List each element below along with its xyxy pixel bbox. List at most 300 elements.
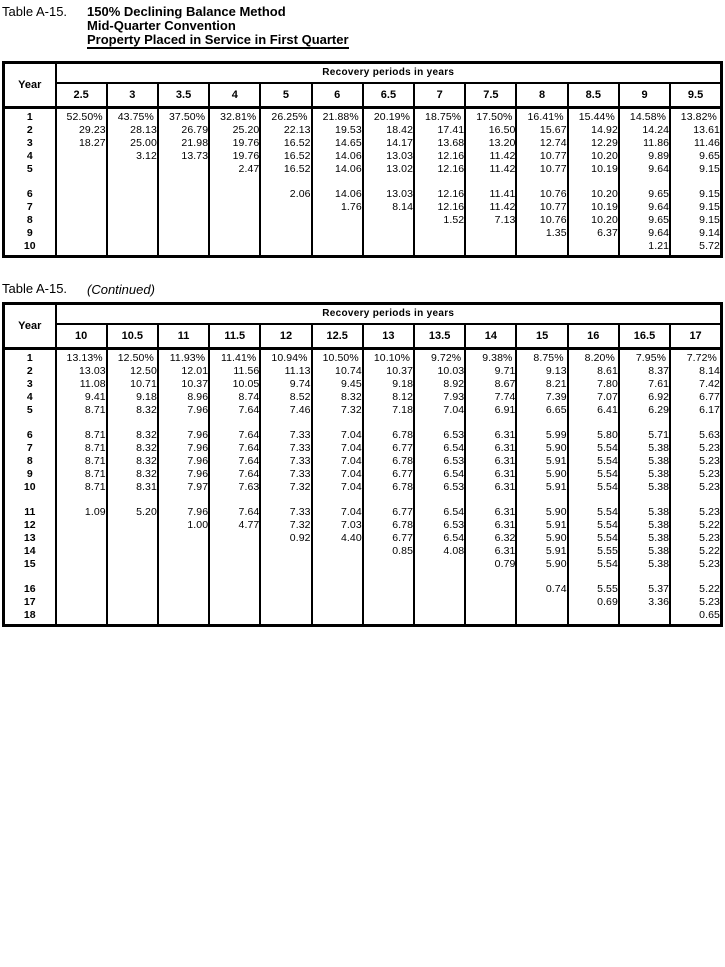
value-cell: 12.50% <box>107 352 158 365</box>
value-cell <box>158 188 209 201</box>
value-cell <box>465 494 516 506</box>
table-row <box>4 609 722 622</box>
value-cell <box>107 494 158 506</box>
period-column-header: 9.5 <box>670 83 721 108</box>
value-cell: 9.45 <box>312 378 363 391</box>
value-cell <box>363 227 414 240</box>
value-cell: 6.31 <box>465 429 516 442</box>
value-cell: 6.78 <box>363 519 414 532</box>
value-cell: 5.54 <box>568 519 619 532</box>
value-cell <box>158 583 209 596</box>
table-row <box>4 214 722 227</box>
value-cell: 9.65 <box>670 150 721 163</box>
value-cell: 5.38 <box>619 506 670 519</box>
value-cell: 12.50 <box>107 365 158 378</box>
value-cell: 5.23 <box>670 468 721 481</box>
value-cell: 8.12 <box>363 391 414 404</box>
value-cell <box>465 622 516 626</box>
value-cell: 7.07 <box>568 391 619 404</box>
period-column-header: 11 <box>158 324 209 349</box>
period-column-header: 8 <box>516 83 567 108</box>
value-cell: 5.90 <box>516 442 567 455</box>
value-cell <box>209 188 260 201</box>
value-cell: 7.33 <box>260 442 311 455</box>
value-cell: 5.71 <box>619 429 670 442</box>
value-cell: 7.32 <box>260 519 311 532</box>
value-cell: 6.41 <box>568 404 619 417</box>
value-cell: 26.79 <box>158 124 209 137</box>
period-column-header: 11.5 <box>209 324 260 349</box>
value-cell <box>414 596 465 609</box>
value-cell <box>209 176 260 188</box>
title-line-3: Property Placed in Service in First Quarter <box>87 32 349 47</box>
period-column-header: 6 <box>312 83 363 108</box>
value-cell: 6.37 <box>568 227 619 240</box>
value-cell <box>158 227 209 240</box>
period-column-header: 10 <box>56 324 107 349</box>
value-cell <box>107 596 158 609</box>
value-cell: 5.38 <box>619 468 670 481</box>
value-cell: 5.23 <box>670 506 721 519</box>
value-cell: 7.64 <box>209 455 260 468</box>
value-cell: 7.32 <box>260 481 311 494</box>
value-cell: 6.77 <box>363 442 414 455</box>
value-cell: 5.54 <box>568 558 619 571</box>
value-cell: 10.74 <box>312 365 363 378</box>
value-cell: 5.54 <box>568 532 619 545</box>
value-cell <box>107 545 158 558</box>
value-cell <box>363 176 414 188</box>
table-row <box>4 532 722 545</box>
value-cell: 11.93% <box>158 352 209 365</box>
period-column-header: 12.5 <box>312 324 363 349</box>
title-line-1: 150% Declining Balance Method <box>87 4 286 19</box>
value-cell: 5.22 <box>670 519 721 532</box>
value-cell: 13.68 <box>414 137 465 150</box>
value-cell <box>209 545 260 558</box>
value-cell: 8.71 <box>56 429 107 442</box>
value-cell: 5.91 <box>516 545 567 558</box>
value-cell <box>158 214 209 227</box>
value-cell: 0.65 <box>670 609 721 622</box>
value-cell <box>619 417 670 429</box>
value-cell: 10.20 <box>568 150 619 163</box>
value-cell <box>568 571 619 583</box>
value-cell <box>363 253 414 257</box>
value-cell: 5.90 <box>516 532 567 545</box>
value-cell: 5.20 <box>107 506 158 519</box>
table-row <box>4 455 722 468</box>
value-cell: 1.76 <box>312 201 363 214</box>
value-cell: 6.54 <box>414 468 465 481</box>
value-cell: 7.42 <box>670 378 721 391</box>
value-cell: 10.71 <box>107 378 158 391</box>
value-cell: 8.75% <box>516 352 567 365</box>
value-cell <box>312 253 363 257</box>
value-cell: 6.92 <box>619 391 670 404</box>
value-cell: 1.52 <box>414 214 465 227</box>
value-cell: 5.91 <box>516 455 567 468</box>
year-cell: 14 <box>4 545 56 558</box>
value-cell: 13.20 <box>465 137 516 150</box>
value-cell: 6.29 <box>619 404 670 417</box>
value-cell: 16.52 <box>260 150 311 163</box>
value-cell: 9.13 <box>516 365 567 378</box>
value-cell: 2.06 <box>260 188 311 201</box>
value-cell: 9.41 <box>56 391 107 404</box>
period-column-header: 7 <box>414 83 465 108</box>
value-cell: 6.53 <box>414 481 465 494</box>
value-cell: 7.93 <box>414 391 465 404</box>
value-cell: 10.19 <box>568 163 619 176</box>
value-cell <box>158 253 209 257</box>
value-cell: 5.38 <box>619 545 670 558</box>
value-cell <box>260 571 311 583</box>
value-cell: 6.91 <box>465 404 516 417</box>
year-cell: 12 <box>4 519 56 532</box>
value-cell <box>107 583 158 596</box>
value-cell: 14.17 <box>363 137 414 150</box>
table-row <box>4 163 722 176</box>
value-cell <box>158 532 209 545</box>
value-cell: 6.77 <box>363 468 414 481</box>
value-cell: 6.54 <box>414 442 465 455</box>
value-cell <box>260 609 311 622</box>
year-cell: 10 <box>4 481 56 494</box>
value-cell: 19.76 <box>209 150 260 163</box>
value-cell: 0.85 <box>363 545 414 558</box>
value-cell: 5.90 <box>516 468 567 481</box>
table-row <box>4 545 722 558</box>
value-cell: 29.23 <box>56 124 107 137</box>
value-cell: 8.71 <box>56 404 107 417</box>
value-cell <box>260 240 311 253</box>
year-cell: 9 <box>4 227 56 240</box>
value-cell: 10.37 <box>363 365 414 378</box>
year-cell: 5 <box>4 163 56 176</box>
value-cell <box>312 583 363 596</box>
value-cell: 5.54 <box>568 455 619 468</box>
value-cell: 6.78 <box>363 429 414 442</box>
year-cell: 18 <box>4 609 56 622</box>
value-cell <box>158 240 209 253</box>
value-cell: 5.80 <box>568 429 619 442</box>
year-cell: 16 <box>4 583 56 596</box>
value-cell: 9.65 <box>619 188 670 201</box>
value-cell <box>260 176 311 188</box>
value-cell <box>107 609 158 622</box>
value-cell: 16.41% <box>516 111 567 124</box>
value-cell: 4.77 <box>209 519 260 532</box>
value-cell <box>619 176 670 188</box>
value-cell: 5.90 <box>516 558 567 571</box>
value-cell <box>260 622 311 626</box>
value-cell: 9.38% <box>465 352 516 365</box>
value-cell: 4.08 <box>414 545 465 558</box>
period-column-header: 5 <box>260 83 311 108</box>
value-cell: 5.90 <box>516 506 567 519</box>
value-cell: 8.32 <box>107 429 158 442</box>
value-cell <box>260 253 311 257</box>
year-cell: 2 <box>4 124 56 137</box>
value-cell <box>414 558 465 571</box>
value-cell: 14.06 <box>312 163 363 176</box>
value-cell <box>209 240 260 253</box>
value-cell <box>209 571 260 583</box>
value-cell: 11.56 <box>209 365 260 378</box>
value-cell: 16.52 <box>260 163 311 176</box>
table-row <box>4 404 722 417</box>
value-cell: 12.16 <box>414 188 465 201</box>
value-cell: 6.77 <box>363 506 414 519</box>
value-cell: 22.13 <box>260 124 311 137</box>
value-cell: 6.78 <box>363 455 414 468</box>
value-cell: 8.71 <box>56 468 107 481</box>
value-cell <box>568 494 619 506</box>
table-row <box>4 378 722 391</box>
value-cell <box>312 609 363 622</box>
value-cell <box>363 214 414 227</box>
value-cell <box>363 494 414 506</box>
value-cell <box>209 532 260 545</box>
value-cell: 5.55 <box>568 545 619 558</box>
value-cell: 14.24 <box>619 124 670 137</box>
value-cell <box>312 545 363 558</box>
value-cell: 52.50% <box>56 111 107 124</box>
year-cell: 2 <box>4 365 56 378</box>
continued-suffix: (Continued) <box>87 282 155 297</box>
continued-title <box>2 282 723 297</box>
value-cell <box>670 571 721 583</box>
year-cell: 6 <box>4 429 56 442</box>
value-cell: 5.72 <box>670 240 721 253</box>
value-cell <box>363 240 414 253</box>
value-cell: 13.02 <box>363 163 414 176</box>
value-cell: 6.31 <box>465 442 516 455</box>
value-cell: 10.03 <box>414 365 465 378</box>
value-cell: 7.64 <box>209 429 260 442</box>
value-cell: 9.71 <box>465 365 516 378</box>
period-column-header: 3.5 <box>158 83 209 108</box>
value-cell <box>209 214 260 227</box>
value-cell: 1.09 <box>56 506 107 519</box>
value-cell: 8.32 <box>107 468 158 481</box>
value-cell: 8.61 <box>568 365 619 378</box>
table-row <box>4 468 722 481</box>
value-cell: 2.47 <box>209 163 260 176</box>
value-cell <box>56 532 107 545</box>
period-column-header: 16.5 <box>619 324 670 349</box>
value-cell: 11.46 <box>670 137 721 150</box>
value-cell: 8.32 <box>107 455 158 468</box>
value-cell: 6.77 <box>363 532 414 545</box>
table-row <box>4 596 722 609</box>
value-cell: 5.38 <box>619 455 670 468</box>
year-cell: 4 <box>4 150 56 163</box>
value-cell: 9.14 <box>670 227 721 240</box>
value-cell: 6.31 <box>465 506 516 519</box>
value-cell: 7.72% <box>670 352 721 365</box>
year-column-header: Year <box>4 63 56 108</box>
table-label: Table A-15. <box>2 4 68 19</box>
value-cell <box>465 571 516 583</box>
value-cell <box>363 583 414 596</box>
value-cell <box>363 417 414 429</box>
value-cell <box>670 622 721 626</box>
value-cell: 5.23 <box>670 596 721 609</box>
value-cell: 8.14 <box>363 201 414 214</box>
value-cell <box>56 558 107 571</box>
value-cell <box>619 609 670 622</box>
value-cell <box>158 201 209 214</box>
value-cell: 9.89 <box>619 150 670 163</box>
value-cell <box>363 609 414 622</box>
period-column-header: 17 <box>670 324 721 349</box>
value-cell: 10.77 <box>516 163 567 176</box>
value-cell: 7.13 <box>465 214 516 227</box>
value-cell: 9.15 <box>670 201 721 214</box>
value-cell: 10.20 <box>568 188 619 201</box>
value-cell: 7.74 <box>465 391 516 404</box>
value-cell <box>619 494 670 506</box>
value-cell: 18.75% <box>414 111 465 124</box>
value-cell <box>107 214 158 227</box>
value-cell: 6.32 <box>465 532 516 545</box>
value-cell <box>312 240 363 253</box>
value-cell: 14.06 <box>312 150 363 163</box>
value-cell <box>56 545 107 558</box>
value-cell: 5.37 <box>619 583 670 596</box>
period-column-header: 8.5 <box>568 83 619 108</box>
value-cell <box>312 494 363 506</box>
value-cell <box>516 494 567 506</box>
value-cell: 7.33 <box>260 468 311 481</box>
depreciation-table-continued <box>2 302 723 627</box>
value-cell: 11.42 <box>465 163 516 176</box>
value-cell: 26.25% <box>260 111 311 124</box>
period-column-header: 14 <box>465 324 516 349</box>
value-cell <box>260 214 311 227</box>
value-cell: 0.74 <box>516 583 567 596</box>
value-cell <box>414 494 465 506</box>
value-cell <box>209 583 260 596</box>
value-cell <box>414 253 465 257</box>
value-cell: 8.32 <box>107 442 158 455</box>
value-cell: 20.19% <box>363 111 414 124</box>
value-cell: 19.76 <box>209 137 260 150</box>
value-cell: 13.82% <box>670 111 721 124</box>
year-cell: 8 <box>4 214 56 227</box>
period-column-header: 15 <box>516 324 567 349</box>
value-cell: 7.03 <box>312 519 363 532</box>
period-column-header: 3 <box>107 83 158 108</box>
year-cell: 5 <box>4 404 56 417</box>
value-cell: 3.12 <box>107 150 158 163</box>
value-cell: 7.39 <box>516 391 567 404</box>
value-cell: 8.14 <box>670 365 721 378</box>
value-cell <box>107 201 158 214</box>
value-cell: 16.52 <box>260 137 311 150</box>
value-cell <box>209 417 260 429</box>
value-cell: 7.96 <box>158 455 209 468</box>
value-cell <box>312 227 363 240</box>
value-cell: 0.92 <box>260 532 311 545</box>
value-cell <box>516 240 567 253</box>
value-cell: 11.41 <box>465 188 516 201</box>
value-cell: 11.41% <box>209 352 260 365</box>
value-cell <box>619 622 670 626</box>
recovery-periods-header: Recovery periods in years <box>56 63 722 83</box>
value-cell <box>312 417 363 429</box>
table-row <box>4 481 722 494</box>
period-column-header: 13.5 <box>414 324 465 349</box>
table-row <box>4 558 722 571</box>
value-cell <box>414 240 465 253</box>
value-cell: 5.63 <box>670 429 721 442</box>
value-cell <box>465 176 516 188</box>
value-cell: 9.74 <box>260 378 311 391</box>
value-cell: 10.76 <box>516 214 567 227</box>
table-row <box>4 137 722 150</box>
value-cell <box>516 596 567 609</box>
period-column-header: 9 <box>619 83 670 108</box>
value-cell <box>568 253 619 257</box>
year-cell: 7 <box>4 201 56 214</box>
value-cell <box>107 163 158 176</box>
value-cell: 10.76 <box>516 188 567 201</box>
value-cell: 8.96 <box>158 391 209 404</box>
value-cell: 21.88% <box>312 111 363 124</box>
value-cell <box>107 227 158 240</box>
value-cell <box>56 176 107 188</box>
table-title <box>2 5 723 49</box>
value-cell: 7.64 <box>209 468 260 481</box>
table-row <box>4 583 722 596</box>
period-column-header: 7.5 <box>465 83 516 108</box>
value-cell <box>209 622 260 626</box>
value-cell: 5.38 <box>619 481 670 494</box>
value-cell: 10.20 <box>568 214 619 227</box>
value-cell: 8.52 <box>260 391 311 404</box>
year-cell: 17 <box>4 596 56 609</box>
value-cell <box>516 622 567 626</box>
value-cell <box>516 571 567 583</box>
value-cell <box>56 227 107 240</box>
value-cell: 7.96 <box>158 429 209 442</box>
value-cell: 6.31 <box>465 545 516 558</box>
value-cell <box>260 558 311 571</box>
value-cell <box>568 240 619 253</box>
year-cell <box>4 494 56 506</box>
year-cell: 15 <box>4 558 56 571</box>
value-cell: 1.35 <box>516 227 567 240</box>
value-cell <box>568 622 619 626</box>
value-cell: 28.13 <box>107 124 158 137</box>
value-cell: 43.75% <box>107 111 158 124</box>
table-row <box>4 391 722 404</box>
value-cell: 7.96 <box>158 468 209 481</box>
value-cell <box>56 571 107 583</box>
value-cell: 7.04 <box>312 468 363 481</box>
value-cell <box>414 583 465 596</box>
value-cell: 7.96 <box>158 442 209 455</box>
value-cell: 17.50% <box>465 111 516 124</box>
value-cell <box>209 253 260 257</box>
value-cell <box>260 545 311 558</box>
value-cell: 5.23 <box>670 455 721 468</box>
value-cell <box>56 214 107 227</box>
value-cell: 7.33 <box>260 455 311 468</box>
